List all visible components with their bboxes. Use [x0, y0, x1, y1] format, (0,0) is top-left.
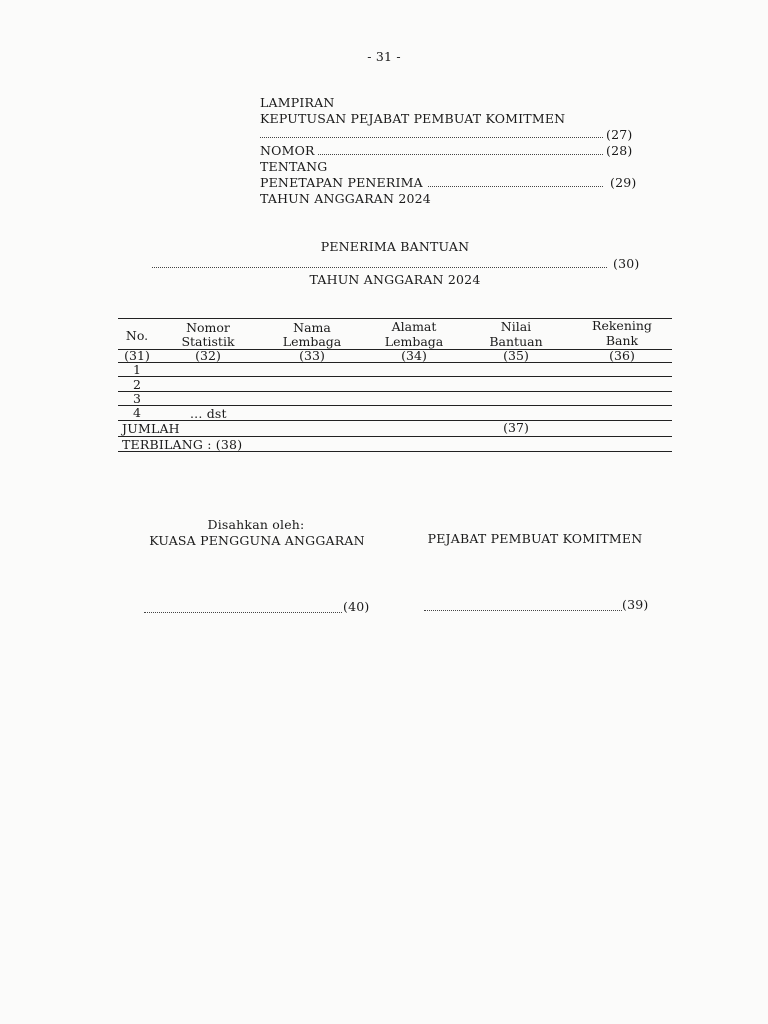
code-31: (31): [124, 348, 150, 363]
ref-39: (39): [622, 597, 649, 612]
table-row-4-dst: ... dst: [190, 406, 227, 421]
table-row-4-no: 4: [133, 405, 141, 420]
signature-line-39: [424, 610, 622, 611]
penetapan-label: PENETAPAN PENERIMA: [260, 175, 423, 190]
code-33: (33): [299, 348, 325, 363]
ref-30: (30): [613, 256, 640, 271]
dotted-fill-28: [318, 154, 603, 155]
dotted-fill-30: [152, 267, 607, 268]
ref-29: (29): [610, 175, 637, 190]
kuasa-pengguna-anggaran: KUASA PENGGUNA ANGGARAN: [149, 533, 365, 548]
terbilang-label: TERBILANG : (38): [122, 437, 243, 452]
dotted-fill-29: [428, 186, 603, 187]
header-nomor-statistik-line1: Nomor: [186, 320, 230, 335]
signature-line-40: [144, 612, 342, 613]
header-no: No.: [125, 328, 149, 343]
pejabat-pembuat-komitmen: PEJABAT PEMBUAT KOMITMEN: [427, 531, 643, 546]
header-nilai-bantuan-line2: Bantuan: [489, 334, 543, 349]
header-nama-lembaga-line2: Lembaga: [282, 334, 342, 349]
ref-40: (40): [343, 599, 370, 614]
table-row-2-no: 2: [133, 377, 141, 392]
table-rule-row1: [118, 376, 672, 377]
page-number: - 31 -: [367, 49, 401, 64]
header-nomor-statistik-line2: Statistik: [181, 334, 235, 349]
title-penerima-bantuan: PENERIMA BANTUAN: [320, 239, 470, 254]
code-34: (34): [401, 348, 427, 363]
tentang-label: TENTANG: [260, 159, 328, 174]
ref-27: (27): [606, 127, 633, 142]
header-alamat-lembaga-line2: Lembaga: [384, 334, 444, 349]
code-35: (35): [503, 348, 529, 363]
header-nilai-bantuan-line1: Nilai: [500, 319, 532, 334]
tahun-anggaran-header: TAHUN ANGGARAN 2024: [260, 191, 431, 206]
header-rekening-bank-line1: Rekening: [592, 318, 652, 333]
header-alamat-lembaga-line1: Alamat: [391, 319, 437, 334]
header-nama-lembaga-line1: Nama: [293, 320, 331, 335]
header-rekening-bank-line2: Bank: [605, 333, 639, 348]
disahkan-oleh: Disahkan oleh:: [207, 517, 305, 532]
title-tahun-anggaran: TAHUN ANGGARAN 2024: [309, 272, 481, 287]
table-row-1-no: 1: [133, 362, 141, 377]
ref-28: (28): [606, 143, 633, 158]
keputusan-label: KEPUTUSAN PEJABAT PEMBUAT KOMITMEN: [260, 111, 566, 126]
table-row-3-no: 3: [133, 391, 141, 406]
code-36: (36): [609, 348, 635, 363]
dotted-fill-27: [260, 137, 603, 138]
lampiran-label: LAMPIRAN: [260, 95, 335, 110]
jumlah-label: JUMLAH: [122, 421, 180, 436]
nomor-label: NOMOR: [260, 143, 315, 158]
code-32: (32): [195, 348, 221, 363]
table-rule-row2: [118, 391, 672, 392]
ref-37: (37): [503, 420, 529, 435]
